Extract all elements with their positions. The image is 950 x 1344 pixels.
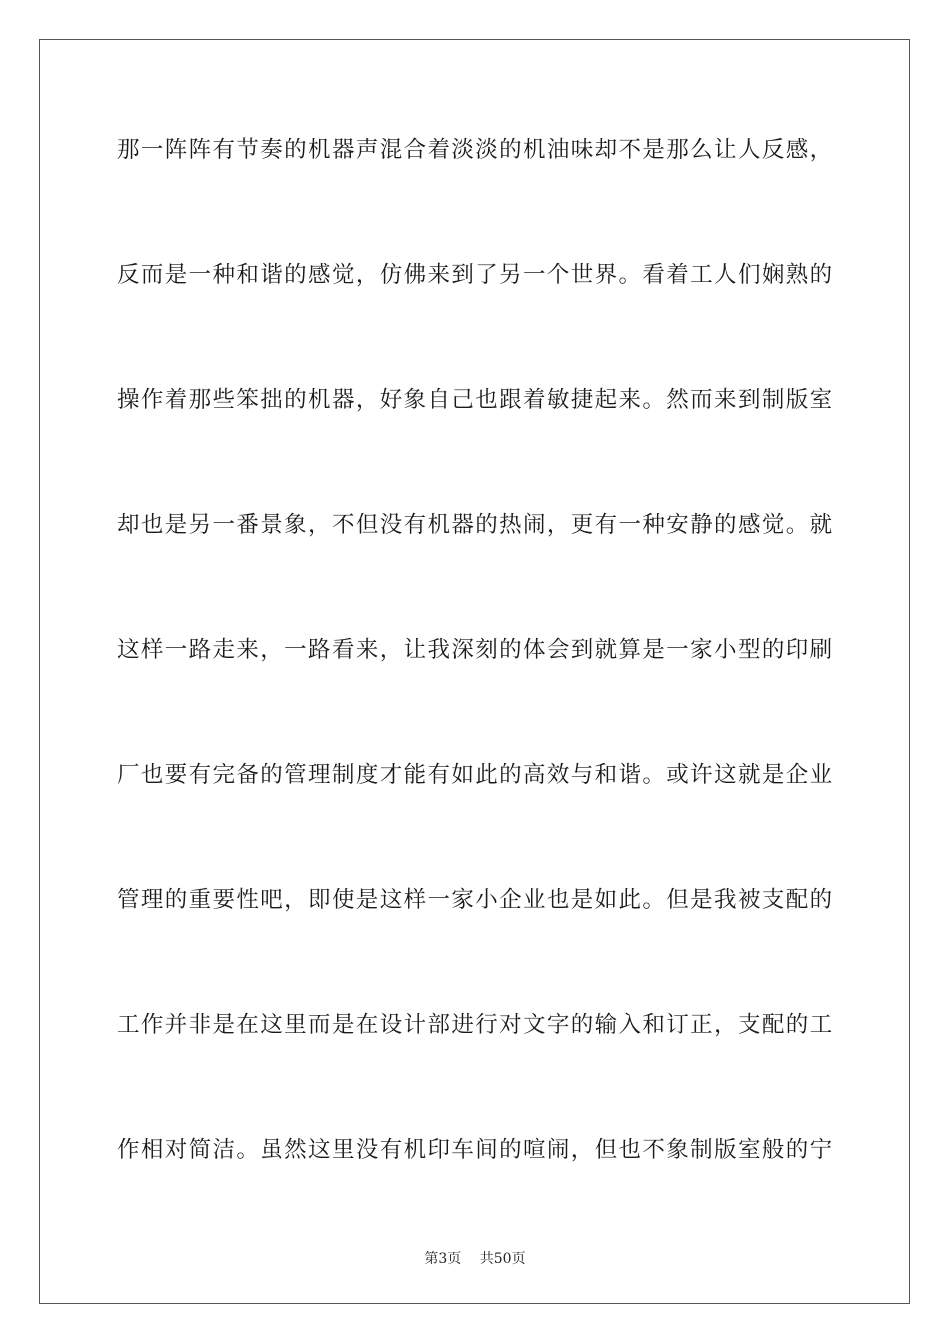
document-body	[117, 132, 833, 1257]
text-line: 厂也要有完备的管理制度才能有如此的高效与和谐。或许这就是企业	[117, 762, 833, 788]
total-page-count: 共50页	[479, 1251, 526, 1267]
text-line: 反而是一种和谐的感觉，仿佛来到了另一个世界。看着工人们娴熟的	[117, 262, 833, 288]
text-line: 管理的重要性吧，即使是这样一家小企业也是如此。但是我被支配的	[117, 887, 833, 913]
text-line: 却也是另一番景象，不但没有机器的热闹，更有一种安静的感觉。就	[117, 512, 833, 538]
text-line: 那一阵阵有节奏的机器声混合着淡淡的机油味却不是那么让人反感，	[117, 137, 833, 163]
text-line: 这样一路走来，一路看来，让我深刻的体会到就算是一家小型的印刷	[117, 637, 833, 663]
text-line: 作相对简洁。虽然这里没有机印车间的喧闹，但也不象制版室般的宁	[117, 1137, 833, 1163]
text-line: 操作着那些笨拙的机器，好象自己也跟着敏捷起来。然而来到制版室	[117, 387, 833, 413]
text-line: 工作并非是在这里而是在设计部进行对文字的输入和订正，支配的工	[117, 1012, 833, 1038]
current-page-number: 第3页	[424, 1251, 462, 1267]
page-footer	[0, 1248, 950, 1268]
